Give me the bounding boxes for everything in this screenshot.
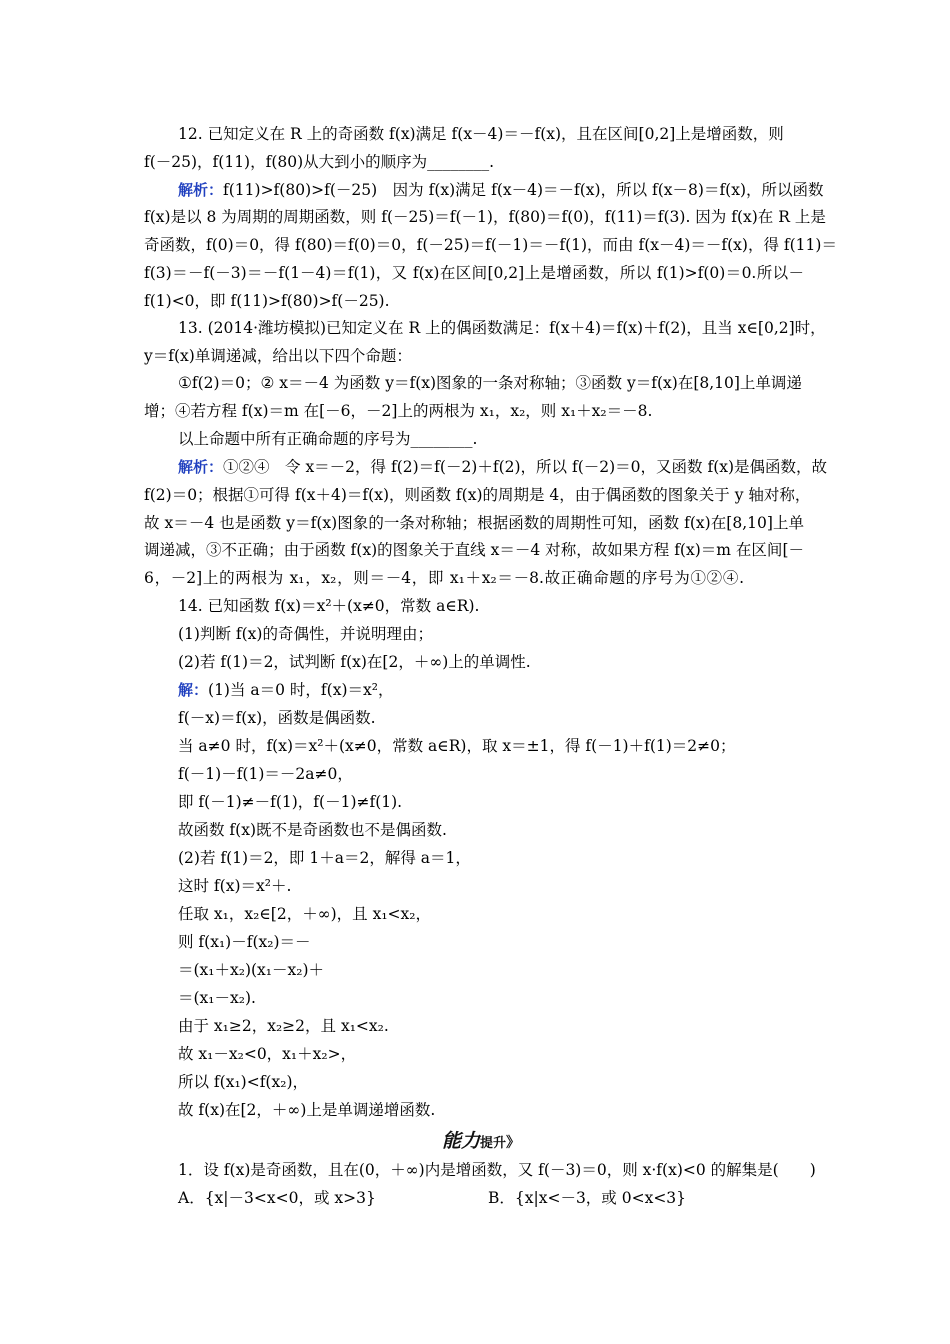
- q13-solution-line-2: f(2)＝0；根据①可得 f(x＋4)＝f(x)，则函数 f(x)的周期是 4，由于偶函数的图象关于 y 轴对称，: [144, 486, 811, 504]
- q14-answer-line-15: 所以 f(x₁)<f(x₂)，: [178, 1073, 308, 1091]
- q14-answer-line-1: [178, 678, 393, 702]
- p1-question-line: 1．设 f(x)是奇函数，且在(0，＋∞)内是增函数，又 f(－3)＝0，则 x·f(x)<0 的解集是( ): [178, 1161, 816, 1179]
- q14-answer-line-10: 则 f(x₁)－f(x₂)＝－: [178, 933, 311, 951]
- q13-solution-line-5: 6，－2]上的两根为 x₁，x₂，则＝－4，即 x₁＋x₂＝－8.故正确命题的序号为①②④.: [144, 569, 744, 587]
- q13-solution-line-3: 故 x＝－4 也是函数 y＝f(x)图象的一条对称轴；根据函数的周期性可知，函数 f(x)在[8,10]上单: [144, 514, 804, 532]
- answer-label: 解：: [178, 681, 209, 699]
- q12-solution-line-4: f(3)＝－f(－3)＝－f(1－4)＝f(1)，又 f(x)在区间[0,2]上是增函数，所以 f(1)>f(0)＝0.所以－: [144, 264, 804, 282]
- q12-line-1: 12. 已知定义在 R 上的奇函数 f(x)满足 f(x－4)＝－f(x)，且在区间[0,2]上是增函数，则: [178, 125, 784, 143]
- q14-answer-line-14: 故 x₁－x₂<0，x₁＋x₂>，: [178, 1045, 357, 1063]
- q13-line-4: 增；④若方程 f(x)＝m 在[－6，－2]上的两根为 x₁，x₂，则 x₁＋x₂＝－8.: [144, 402, 653, 420]
- q14-answer-text-1: (1)当 a＝0 时，f(x)＝x²，: [208, 681, 394, 699]
- q14-answer-line-2: f(－x)＝f(x)，函数是偶函数.: [178, 709, 376, 727]
- solution-label: 解析：: [178, 181, 224, 199]
- section-heading: [442, 1128, 520, 1154]
- q12-solution-line-3: 奇函数，f(0)＝0，得 f(80)＝f(0)＝0，f(－25)＝f(－1)＝－f(1)，而由 f(x－4)＝－f(x)，得 f(11)＝: [144, 236, 837, 254]
- q14-line-2: (1)判断 f(x)的奇偶性，并说明理由；: [178, 625, 433, 643]
- q14-answer-line-7: (2)若 f(1)＝2，即 1＋a＝2，解得 a＝1，: [178, 849, 471, 867]
- p1-option-a: A．{x|－3<x<0，或 x>3}: [178, 1189, 376, 1207]
- q12-solution-line-1: [178, 178, 824, 202]
- q13-line-2: y＝f(x)单调递减，给出以下四个命题：: [144, 347, 412, 365]
- q12-line-2: f(－25)，f(11)，f(80)从大到小的顺序为________.: [144, 153, 495, 171]
- q14-answer-line-12: ＝(x₁－x₂).: [178, 989, 256, 1007]
- q14-answer-line-4: f(－1)－f(1)＝－2a≠0，: [178, 765, 353, 783]
- q13-line-3: ①f(2)＝0；② x＝－4 为函数 y＝f(x)图象的一条对称轴；③函数 y＝f(x)在[8,10]上单调递: [178, 374, 802, 392]
- q13-solution-text-1: ①②④ 令 x＝－2，得 f(2)＝f(－2)＋f(2)，所以 f(－2)＝0，又函数 f(x)是偶函数，故: [223, 458, 828, 476]
- q12-solution-line-5: f(1)<0，即 f(11)>f(80)>f(－25).: [144, 292, 390, 310]
- q13-line-1: 13. (2014·潍坊模拟)已知定义在 R 上的偶函数满足：f(x＋4)＝f(x)＋f(2)，且当 x∈[0,2]时，: [178, 319, 826, 337]
- q13-solution-line-4: 调递减，③不正确；由于函数 f(x)的图象关于直线 x＝－4 对称，故如果方程 f(x)＝m 在区间[－: [144, 541, 804, 559]
- q14-line-1: 14. 已知函数 f(x)＝x²＋(x≠0，常数 a∈R).: [178, 597, 480, 615]
- q14-line-3: (2)若 f(1)＝2，试判断 f(x)在[2，＋∞)上的单调性.: [178, 653, 531, 671]
- q14-answer-line-13: 由于 x₁≥2，x₂≥2，且 x₁<x₂.: [178, 1017, 389, 1035]
- q13-solution-line-1: [178, 455, 828, 479]
- q14-answer-line-8: 这时 f(x)＝x²＋.: [178, 877, 292, 895]
- q14-answer-line-5: 即 f(－1)≠－f(1)，f(－1)≠f(1).: [178, 793, 403, 811]
- double-chevron-right-icon: 》: [506, 1135, 521, 1151]
- q14-answer-line-11: ＝(x₁＋x₂)(x₁－x₂)＋: [178, 961, 325, 979]
- section-heading-sub: 提升: [480, 1136, 507, 1151]
- q14-answer-line-3: 当 a≠0 时，f(x)＝x²＋(x≠0，常数 a∈R)，取 x＝±1，得 f(－1)＋f(1)＝2≠0；: [178, 737, 736, 755]
- q12-solution-line-2: f(x)是以 8 为周期的周期函数，则 f(－25)＝f(－1)，f(80)＝f(0)，f(11)＝f(3). 因为 f(x)在 R 上是: [144, 208, 826, 226]
- q14-answer-line-16: 故 f(x)在[2，＋∞)上是单调递增函数.: [178, 1101, 436, 1119]
- q13-line-5: 以上命题中所有正确命题的序号为________.: [178, 430, 478, 448]
- q12-solution-text-1: f(11)>f(80)>f(－25) 因为 f(x)满足 f(x－4)＝－f(x)，所以 f(x－8)＝f(x)，所以函数: [223, 181, 824, 199]
- q14-answer-line-6: 故函数 f(x)既不是奇函数也不是偶函数.: [178, 821, 447, 839]
- p1-option-b: B．{x|x<－3，或 0<x<3}: [488, 1189, 687, 1207]
- q14-answer-line-9: 任取 x₁，x₂∈[2，＋∞)，且 x₁<x₂，: [178, 905, 432, 923]
- section-heading-main: 能力: [442, 1130, 481, 1152]
- solution-label: 解析：: [178, 458, 224, 476]
